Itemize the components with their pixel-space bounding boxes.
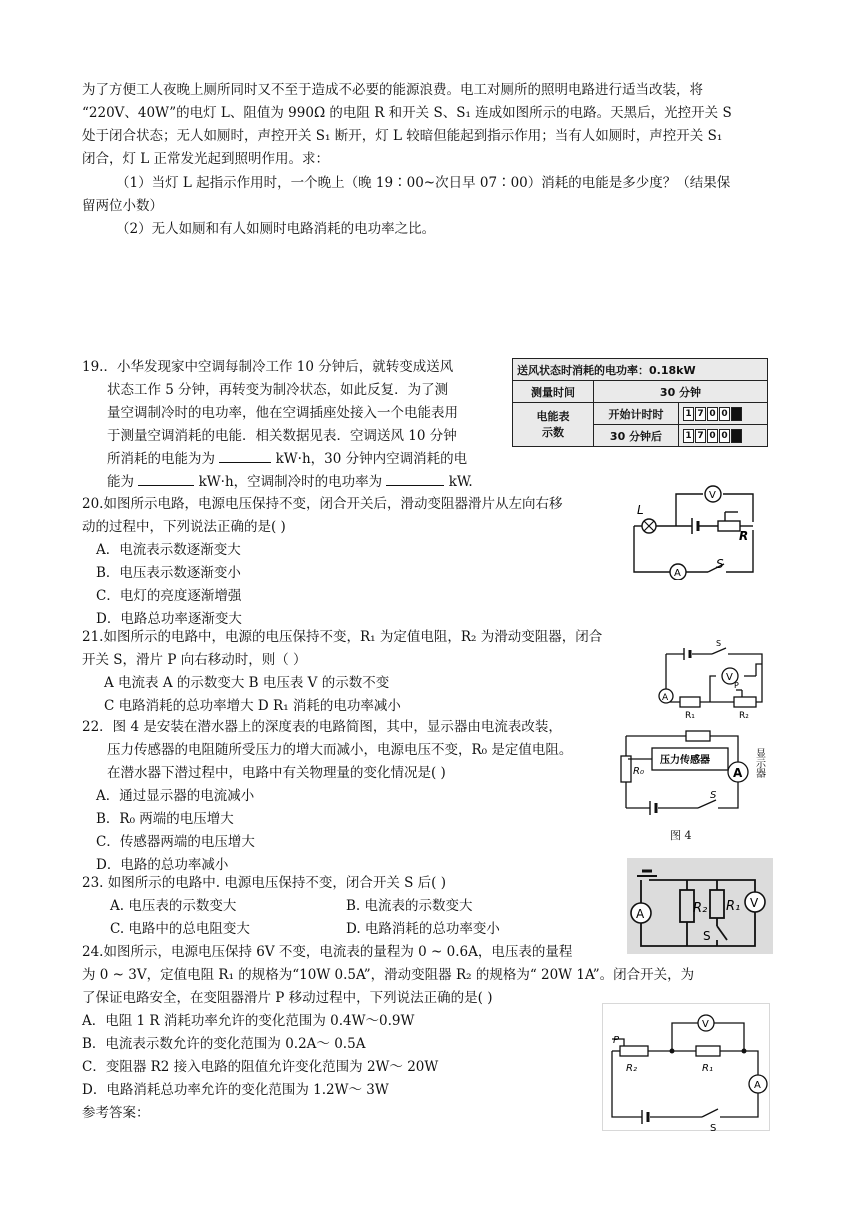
- q23-circuit-diagram: [627, 858, 773, 954]
- q22-line-2: 压力传感器的电阻随所受压力的增大而减小，电源电压不变，R₀ 是定值电阻。: [107, 742, 573, 758]
- q20-fig-label-r: R: [739, 529, 749, 543]
- q19-line-3: 量空调制冷时的电功率，他在空调插座处接入一个电能表用: [107, 405, 458, 421]
- q19-line-5-prefix: 所消耗的电能为为: [107, 451, 215, 467]
- q22-fig-sensor: 压力传感器: [660, 755, 710, 766]
- q19-start-digit: 1: [683, 407, 694, 421]
- q19-line-5-suffix: kW·h，30 分钟内空调消耗的电: [275, 451, 468, 467]
- q22-option-d: D．电路的总功率减小: [96, 857, 229, 873]
- q24-fig-voltmeter: V: [702, 1019, 709, 1030]
- q19-after-digit-decimal: [731, 429, 742, 443]
- q21-circuit-diagram: [652, 640, 770, 724]
- q20-option-c: C．电灯的亮度逐渐增强: [96, 588, 242, 604]
- q19-time-label: 测量时间: [513, 381, 594, 403]
- q19-line-5: [107, 449, 467, 469]
- q24-option-a: A．电阻 1 R 消耗功率允许的变化范围为 0.4W～0.9W: [82, 1013, 415, 1029]
- q20-fig-label-l: L: [637, 503, 644, 517]
- q19-start-digit: 0: [707, 407, 718, 421]
- q20-option-b: B．电压表示数逐渐变小: [96, 565, 241, 581]
- q21-line-2: 开关 S，滑片 P 向右移动时，则（ ）: [82, 652, 307, 668]
- q24-fig-ammeter: A: [754, 1080, 761, 1091]
- q20-line-1: 20.如图所示电路，电源电压保持不变，闭合开关后，滑动变阻器滑片从左向右移: [82, 496, 563, 512]
- q20-line-2: 动的过程中，下列说法正确的是( ): [82, 519, 286, 535]
- q19-meter-label-2: 示数: [542, 425, 564, 439]
- q19-meter-label-1: 电能表: [536, 409, 570, 423]
- q19-line-4: 于测量空调消耗的电能．相关数据见表．空调送风 10 分钟: [107, 428, 457, 444]
- q19-start-digits: [679, 403, 768, 425]
- intro-line-2: “220V、40W”的电灯 L、阻值为 990Ω 的电阻 R 和开关 S、S₁ 连成如图所示的电路。天黑后，光控开关 S: [82, 105, 732, 121]
- q22-line-3: 在潜水器下潜过程中，电路中有关物理量的变化情况是( ): [107, 765, 446, 781]
- q19-blank-2[interactable]: [138, 485, 194, 486]
- q21-options-ab: A 电流表 A 的示数变大 B 电压表 V 的示数不变: [104, 675, 390, 691]
- q23-fig-label-s: S: [703, 929, 711, 943]
- q24-line-3: 了保证电路安全，在变阻器滑片 P 移动过程中，下列说法正确的是( ): [82, 990, 493, 1006]
- q19-line-1: 19.．小华发现家中空调每制冷工作 10 分钟后，就转变成送风: [82, 359, 454, 375]
- q23-fig-label-r2: R₂: [693, 901, 708, 916]
- q24-circuit-diagram: [602, 1003, 770, 1131]
- q19-after-digit: 0: [719, 429, 730, 443]
- q19-after-digit: 0: [707, 429, 718, 443]
- q23-option-c: C. 电路中的总电阻变大: [110, 921, 250, 937]
- q22-circuit-diagram: [618, 726, 768, 818]
- q24-option-b: B．电流表示数允许的变化范围为 0.2A～ 0.5A: [82, 1036, 366, 1052]
- q23-fig-ammeter: A: [636, 907, 645, 921]
- intro-line-4: 闭合，灯 L 正常发光起到照明作用。求：: [82, 151, 330, 167]
- answers-label: 参考答案：: [82, 1105, 150, 1121]
- q21-line-1: 21.如图所示的电路中，电源的电压保持不变，R₁ 为定值电阻，R₂ 为滑动变阻器，闭合: [82, 629, 603, 645]
- q19-start-digit: 0: [719, 407, 730, 421]
- q19-table-header: 送风状态时消耗的电功率：0.18kW: [513, 359, 768, 381]
- q24-option-c: C．变阻器 R2 接入电路的阻值允许变化范围为 2W～ 20W: [82, 1059, 439, 1075]
- q23-option-b: B. 电流表的示数变大: [346, 898, 473, 914]
- q23-line-1: 23. 如图所示的电路中. 电源电压保持不变，闭合开关 S 后( ): [82, 875, 446, 891]
- q22-option-c: C．传感器两端的电压增大: [96, 834, 255, 850]
- q22-option-b: B．R₀ 两端的电压增大: [96, 811, 234, 827]
- q20-fig-label-s: S: [716, 557, 724, 571]
- q24-fig-label-r1: R₁: [702, 1063, 713, 1074]
- intro-question-1a: （1）当灯 L 起指示作用时，一个晚上（晚 19∶00~次日早 07∶00）消耗的电能是多少度？（结果保: [116, 175, 731, 191]
- q21-fig-label-r1: R₁: [685, 711, 695, 721]
- q21-fig-label-p: P: [734, 681, 739, 690]
- q22-fig-label-r0: R₀: [633, 766, 644, 777]
- q19-data-table: [512, 358, 768, 447]
- q21-fig-ammeter: A: [662, 693, 669, 703]
- q19-line-6-mid: kW·h，空调制冷时的电功率为: [198, 474, 383, 490]
- q22-fig-label-s: S: [710, 790, 717, 801]
- intro-question-1b: 留两位小数）: [82, 198, 163, 214]
- q19-start-label: 开始计时时: [594, 403, 679, 425]
- intro-question-2: （2）无人如厕和有人如厕时电路消耗的电功率之比。: [116, 221, 436, 237]
- q22-fig-display: 显示器: [753, 748, 765, 778]
- q24-line-2: 为 0 ~ 3V，定值电阻 R₁ 的规格为“10W 0.5A”，滑动变阻器 R₂ 的规格为“ 20W 1A”。闭合开关，为: [82, 967, 695, 983]
- q22-fig-ammeter: A: [733, 766, 743, 780]
- q19-start-digit: 7: [695, 407, 706, 421]
- q23-option-d: D. 电路消耗的总功率变小: [346, 921, 500, 937]
- q19-blank-3[interactable]: [386, 485, 444, 486]
- q23-fig-voltmeter: V: [750, 896, 759, 910]
- q24-fig-label-s: S: [710, 1123, 717, 1131]
- q19-line-6: [107, 472, 473, 492]
- q23-fig-label-r1: R₁: [726, 899, 741, 914]
- q19-line-6-suffix: kW.: [448, 474, 473, 490]
- q22-line-1: 22．图 4 是安装在潜水器上的深度表的电路简图，其中，显示器由电流表改装，: [82, 719, 562, 735]
- q19-line-6-prefix: 能为: [107, 474, 134, 490]
- q21-options-cd: C 电路消耗的总功率增大 D R₁ 消耗的电功率减小: [104, 698, 401, 714]
- q19-start-digit-decimal: [731, 407, 742, 421]
- q20-option-a: A．电流表示数逐渐变大: [96, 542, 241, 558]
- q24-fig-label-r2: R₂: [626, 1063, 637, 1074]
- q20-circuit-diagram: [628, 484, 768, 580]
- q24-option-d: D．电路消耗总功率允许的变化范围为 1.2W～ 3W: [82, 1082, 389, 1098]
- q19-blank-1[interactable]: [219, 462, 271, 463]
- q19-after-digit: 7: [695, 429, 706, 443]
- q19-after-digit: 1: [683, 429, 694, 443]
- q21-fig-label-s: S: [716, 640, 722, 648]
- q20-fig-ammeter: A: [674, 568, 681, 579]
- q22-figure-caption: 图 4: [670, 829, 692, 842]
- q19-meter-label: [513, 403, 594, 447]
- intro-line-1: 为了方便工人夜晚上厕所同时又不至于造成不必要的能源浪费。电工对厕所的照明电路进行适当改装，将: [82, 82, 703, 98]
- q24-line-1: 24.如图所示，电源电压保持 6V 不变，电流表的量程为 0 ~ 0.6A，电压表的量程: [82, 944, 573, 960]
- q24-fig-label-p: P: [613, 1035, 620, 1046]
- q23-option-a: A. 电压表的示数变大: [110, 898, 237, 914]
- q22-option-a: A．通过显示器的电流减小: [96, 788, 255, 804]
- q20-option-d: D．电路总功率逐渐变大: [96, 611, 242, 627]
- q19-line-2: 状态工作 5 分钟，再转变为制冷状态，如此反复．为了测: [107, 382, 449, 398]
- q19-after-label: 30 分钟后: [594, 425, 679, 447]
- q20-fig-voltmeter: V: [709, 490, 716, 501]
- q21-fig-voltmeter: V: [726, 672, 733, 683]
- intro-line-3: 处于闭合状态；无人如厕时，声控开关 S₁ 断开，灯 L 较暗但能起到指示作用；当有人如厕时，声控开关 S₁: [82, 128, 723, 144]
- q19-after-digits: [679, 425, 768, 447]
- q21-fig-label-r2: R₂: [739, 711, 749, 721]
- q19-time-value: 30 分钟: [594, 381, 768, 403]
